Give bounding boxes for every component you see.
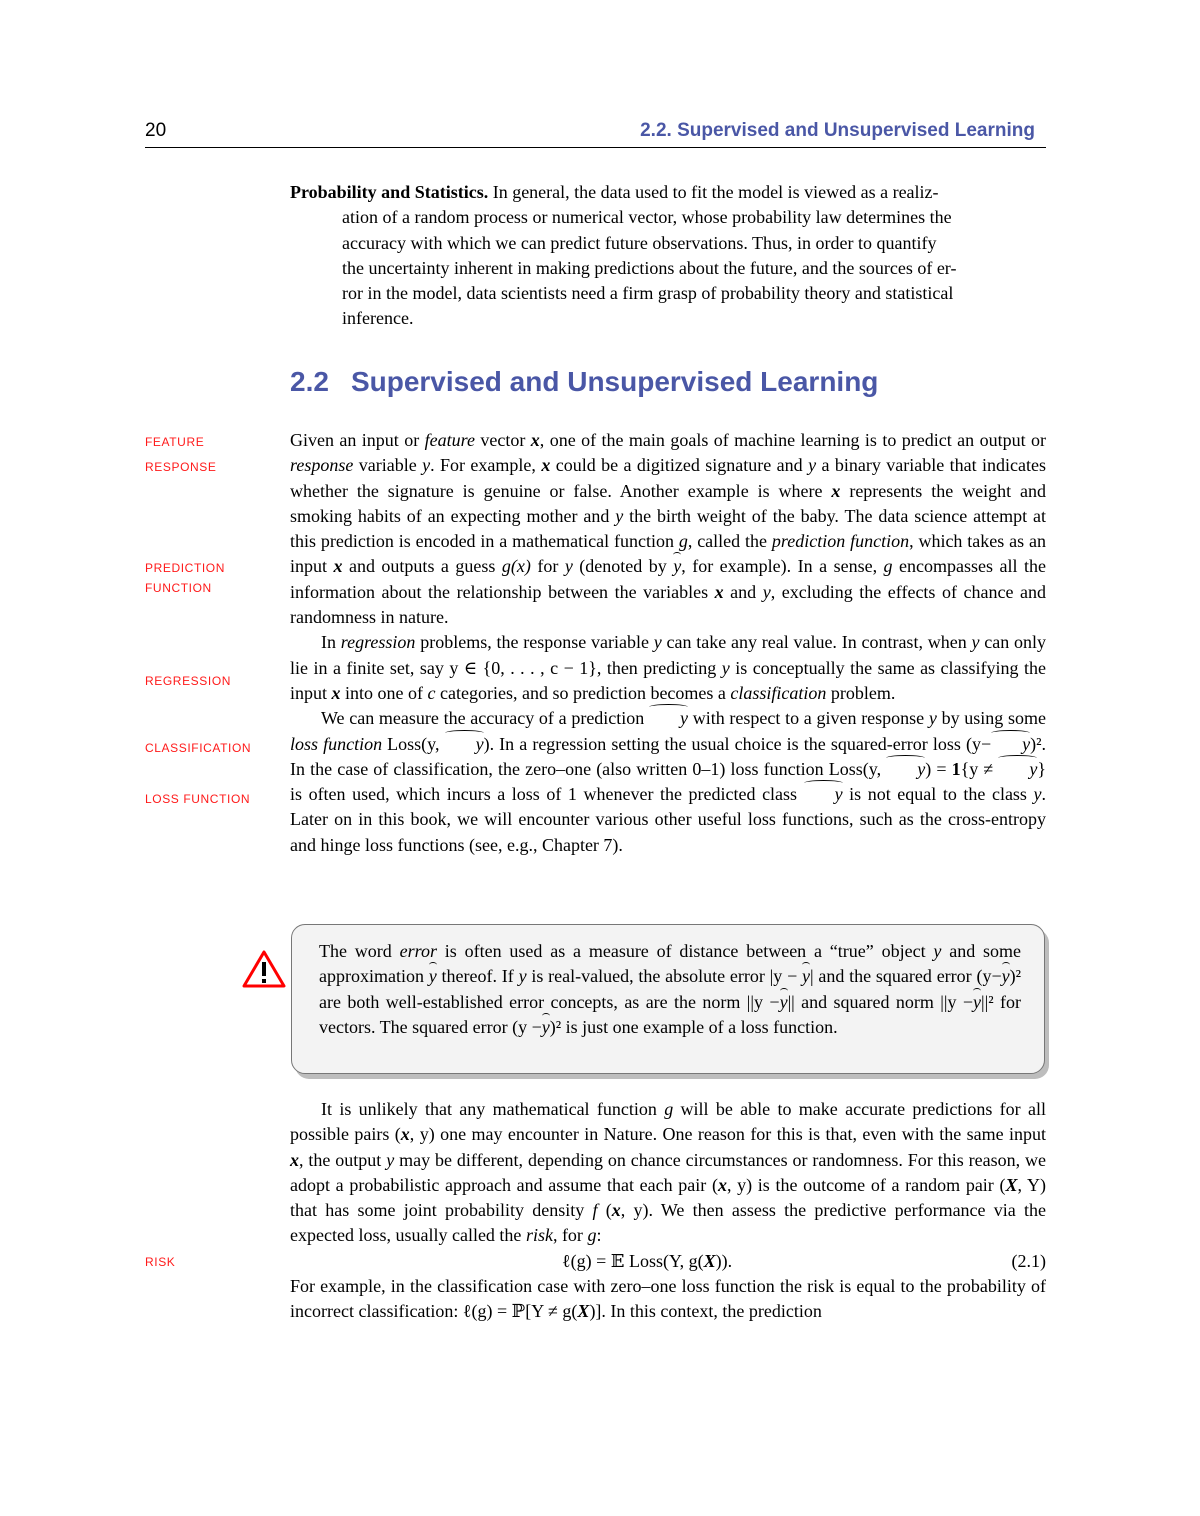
page-number: 20 [145, 120, 167, 141]
paragraph-feature-response: Given an input or feature vector x, one of the main goals of machine learning is to predict an output or response variable y. For example, x could be a digitized signature and y a binary variable that indicates whether the signature is genuine or false. Another example is where x represents the weight and smoking habits of an expecting mother and y the birth weight of the baby. The data science attempt at this prediction is encoded in a mathematical function g, called the prediction function, which takes as an input x and outputs a guess g(x) for y (denoted by y, for example). In a sense, g encompasses all the information about the relationship between the variables x and y, excluding the effects of chance and randomness in nature. [290, 430, 1047, 628]
main-text-block-1 [290, 428, 1046, 858]
margin-note-regression: REGRESSION [145, 674, 232, 688]
paragraph-classification-risk: For example, in the classification case with zero–one loss function the risk is equal to the probability of incorrect classification: ℓ(g) = ℙ[Y ≠ g(X)]. In this context, the prediction [290, 1275, 1046, 1322]
text-line: accuracy with which we can predict future observations. Thus, in order to quantify [342, 232, 937, 253]
probability-statistics-paragraph [290, 180, 1046, 332]
equation-2-1 [290, 1249, 1046, 1274]
paragraph-title: Probability and Statistics. [290, 182, 489, 202]
margin-note-classification: CLASSIFICATION [145, 741, 252, 755]
margin-note-prediction: PREDICTION [145, 561, 226, 575]
margin-note-risk: RISK [145, 1255, 176, 1269]
equation-expression: ℓ(g) = 𝔼 Loss(Y, g(X)). [562, 1250, 733, 1271]
warning-text: The word error is often used as a measure of distance between a “true” object y and some approximation y thereof. If y is real-valued, the absolute error |y − y| and the squared error (y−y)² are both well-established error concepts, as are the norm ||y −y|| and squared norm ||y −y||² for vectors. The squared error (y −y)² is just one example of a loss function. [319, 939, 1021, 1040]
text-line: inference. [342, 308, 414, 329]
section-title: Supervised and Unsupervised Learning [350, 366, 879, 397]
paragraph-regression-classification: In regression problems, the response variable y can take any real value. In contrast, when y can only lie in a finite set, say y ∈ {0, . . . , c − 1}, then predicting y is conceptually the same as classifying the input x into one of c categories, and so prediction becomes a classification problem. [290, 632, 1046, 703]
text-line: the uncertainty inherent in making predictions about the future, and the sources of er- [342, 257, 957, 278]
paragraph-risk: It is unlikely that any mathematical function g will be able to make accurate predictions for all possible pairs (x, y) one may encounter in Nature. One reason for this is that, even with the same input x, the output y may be different, depending on chance circumstances or randomness. For this reason, we adopt a probabilistic approach and assume that each pair (x, y) is the outcome of a random pair (X, Y) that has some joint probability density f (x, y). We then assess the predictive performance via the expected loss, usually called the risk, for g: [290, 1099, 1047, 1246]
warning-box [291, 924, 1045, 1074]
paragraph-loss-function: We can measure the accuracy of a prediction y with respect to a given response y by using some loss function Loss(y, y). In a regression setting the usual choice is the squared-error loss (y− y)². In the case of classification, the zero–one (also written 0–1) loss function Loss(y, y) = 1{y ≠ y} is often used, which incurs a loss of 1 whenever the predicted class y is not equal to the class y. Later on in this book, we will encounter various other useful loss functions, such as the cross-entropy and hinge loss functions (see, e.g., Chapter 7). [290, 708, 1047, 855]
equation-number: (2.1) [1011, 1250, 1046, 1271]
text-line: In general, the data used to fit the model is viewed as a realiz- [492, 182, 939, 202]
warning-icon [242, 950, 286, 988]
margin-note-function: FUNCTION [145, 581, 212, 595]
text-line: ror in the model, data scientists need a firm grasp of probability theory and statistical [342, 283, 954, 304]
margin-note-response: RESPONSE [145, 460, 217, 474]
margin-note-loss-function: LOSS FUNCTION [145, 792, 251, 806]
running-title: 2.2. Supervised and Unsupervised Learning [640, 120, 1035, 141]
main-text-block-2 [290, 1097, 1046, 1324]
section-number: 2.2 [290, 366, 329, 397]
margin-note-feature: FEATURE [145, 435, 205, 449]
page-header [145, 120, 1046, 148]
section-heading [290, 366, 878, 398]
text-line: ation of a random process or numerical vector, whose probability law determines the [342, 207, 952, 228]
